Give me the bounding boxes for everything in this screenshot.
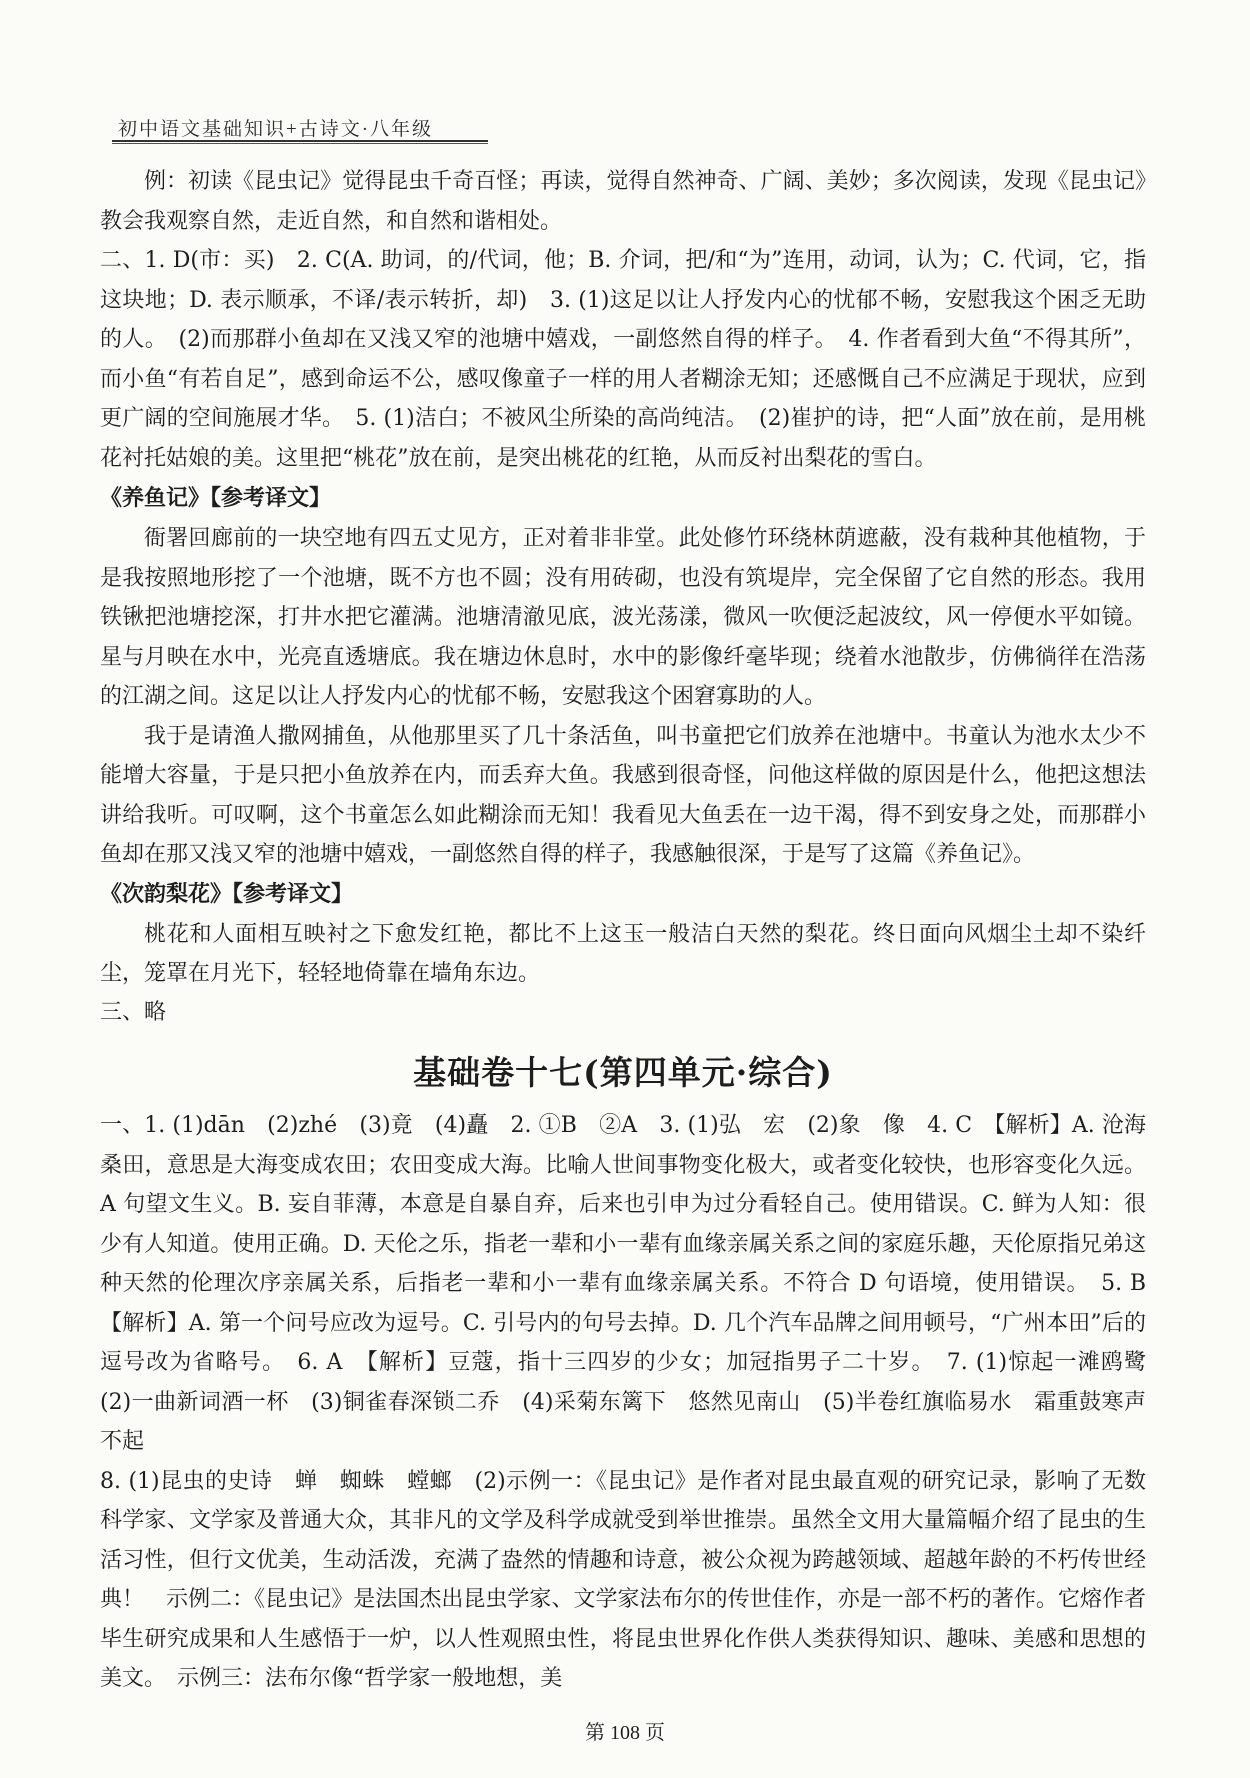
section-heading: 《养鱼记》【参考译文】 (100, 485, 332, 511)
running-header: 初中语文基础知识+古诗文·八年级 (118, 119, 434, 140)
section-heading: 《次韵梨花》【参考译文】 (100, 880, 354, 907)
translation-paragraph: 桃花和人面相互映衬之下愈发红艳，都比不上这玉一般洁白天然的梨花。终日面向风烟尘土却不染纤尘，笼罩在月光下，轻轻地倚靠在墙角东边。 (100, 920, 1146, 985)
header-rule (112, 140, 488, 142)
answer-paragraph: 二、1. D(市：买) 2. C(A. 助词，的/代词，他；B. 介词，把/和“为”连用，动词，认为；C. 代词，它，指这块地；D. 表示顺承，不译/表示转折，却) 3. (1)这足以让人抒发内心的忧郁不畅，安慰我这个困乏无助的人。 (2)而那群小鱼却在又浅又窄的池塘中嬉戏，一副悠然自得的样子。 4. 作者看到大鱼“不得其所”，而小鱼“有若自足”，感到命运不公，感叹像童子一样的用人者糊涂无知；还感慨自己不应满足于现状，应到更广阔的空间施展才华。 5. (1)洁白；不被风尘所染的高尚纯洁。 (2)崔护的诗，把“人面”放在前，是用桃花衬托姑娘的美。这里把“桃花”放在前，是突出桃花的红艳，从而反衬出梨花的雪白。 (100, 248, 1146, 471)
answer-paragraph: 一、1. (1)dān (2)zhé (3)竟 (4)矗 2. ①B ②A 3. (1)弘 宏 (2)象 像 4. C 【解析】A. 沧海桑田，意思是大海变成农田；农田变成大海。比喻人世间事物变化极大，或者变化较快，也形容变化久远。A 句望文生义。B. 妄自菲薄，本意是自暴自弃，后来也引申为过分看轻自己。使用错误。C. 鲜为人知：很少有人知道。使用正确。D. 天伦之乐，指老一辈和小一辈有血缘亲属关系之间的家庭乐趣，天伦原指兄弟这种天然的伦理次序亲属关系，后指老一辈和小一辈有血缘亲属关系。不符合 D 句语境，使用错误。 5. B 【解析】A. 第一个问号应改为逗号。C. 引号内的句号去掉。D. 几个汽车品牌之间用顿号，“广州本田”后的逗号改为省略号。 6. A 【解析】豆蔻，指十三四岁的少女；加冠指男子二十岁。 7. (1)惊起一滩鸥鹭 (2)一曲新词酒一杯 (3)铜雀春深锁二乔 (4)采菊东篱下 悠然见南山 (5)半卷红旗临易水 霜重鼓寒声不起 (100, 1113, 1169, 1454)
header-rule-thin (112, 143, 488, 144)
page-content (100, 162, 1169, 1699)
translation-paragraph: 衙署回廊前的一块空地有四五丈见方，正对着非非堂。此处修竹环绕林荫遮蔽，没有栽种其他植物，于是我按照地形挖了一个池塘，既不方也不圆；没有用砖砌，也没有筑堤岸，完全保留了它自然的形态。我用铁锹把池塘挖深，打井水把它灌满。池塘清澈见底，波光荡漾，微风一吹便泛起波纹，风一停便水平如镜。星与月映在水中，光亮直透塘底。我在塘边休息时，水中的影像纤毫毕现；绕着水池散步，仿佛徜徉在浩荡的江湖之间。这足以让人抒发内心的忧郁不畅，安慰我这个困窘寡助的人。 (100, 525, 1146, 708)
answer-paragraph: 例：初读《昆虫记》觉得昆虫千奇百怪；再读，觉得自然神奇、广阔、美妙；多次阅读，发现《昆虫记》教会我观察自然，走近自然，和自然和谐相处。 (100, 169, 1146, 234)
translation-paragraph: 我于是请渔人撒网捕鱼，从他那里买了几十条活鱼，叫书童把它们放养在池塘中。书童认为池水太少不能增大容量，于是只把小鱼放养在内，而丢弃大鱼。我感到很奇怪，问他这样做的原因是什么，他把这想法讲给我听。可叹啊，这个书童怎么如此糊涂而无知！我看见大鱼丢在一边干渴，得不到安身之处，而那群小鱼却在那又浅又窄的池塘中嬉戏，一副悠然自得的样子，我感触很深，于是写了这篇《养鱼记》。 (100, 722, 1146, 866)
part-three: 三、略 (100, 999, 167, 1025)
page-number: 第 108 页 (585, 1722, 665, 1744)
section-title: 基础卷十七(第四单元·综合) (413, 1053, 833, 1092)
answer-paragraph: 8. (1)昆虫的史诗 蝉 蜘蛛 螳螂 (2)示例一：《昆虫记》是作者对昆虫最直观的研究记录，影响了无数科学家、文学家及普通大众，其非凡的文学及科学成就受到举世推崇。虽然全文用大量篇幅介绍了昆虫的生活习性，但行文优美，生动活泼，充满了盎然的情趣和诗意，被公众视为跨越领域、超越年龄的不朽传世经典！ 示例二：《昆虫记》是法国杰出昆虫学家、文学家法布尔的传世佳作，亦是一部不朽的著作。它熔作者毕生研究成果和人生感悟于一炉，以人性观照虫性，将昆虫世界化作供人类获得知识、趣味、美感和思想的美文。 示例三：法布尔像“哲学家一般地想，美 (100, 1468, 1146, 1691)
